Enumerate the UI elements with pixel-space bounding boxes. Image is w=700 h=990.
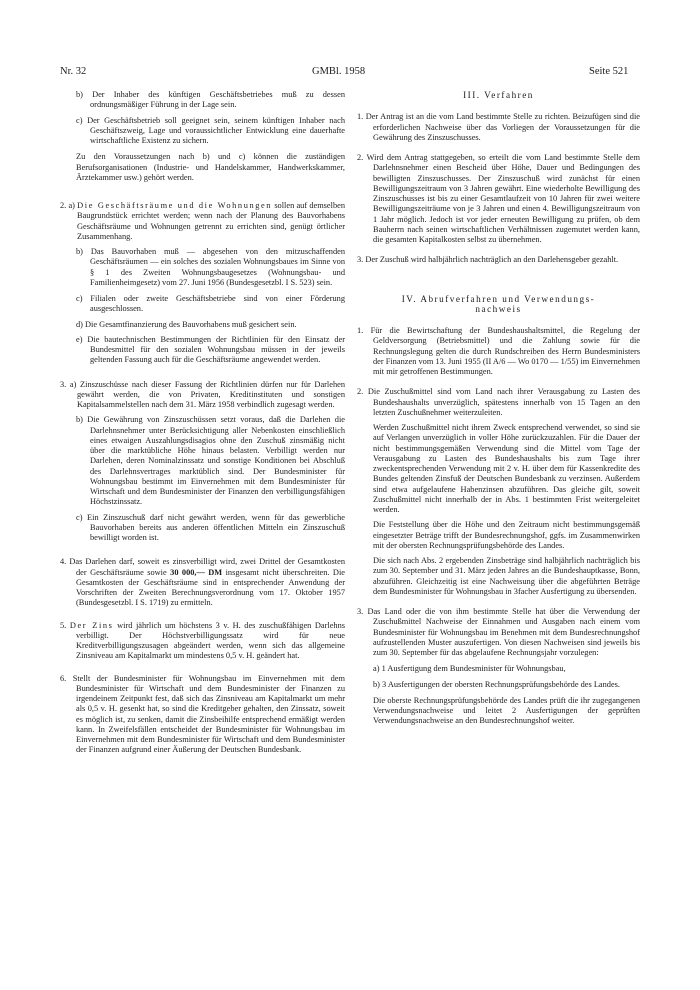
verfahren-item-1: 1. Der Antrag ist an die vom Land bestimmte Stelle zu richten. Beizufügen sind die erforderlichen Nachweise über das Vorliegen der Voraussetzungen für die Gewährung des Zinszuschusses.	[357, 112, 640, 142]
abruf-item-3a: a) 1 Ausfertigung dem Bundesminister für Wohnungsbau,	[373, 664, 566, 674]
verfahren-item-3: 3. Der Zuschuß wird halbjährlich nachträglich an den Darlehensgeber gezahlt.	[357, 255, 619, 265]
paragraph-1b: b) Der Inhaber des künftigen Geschäftsbetriebes muß zu dessen ordnungsmäßiger Führung in der Lage sein.	[76, 90, 345, 110]
paragraph-2a-number: 2. a)	[60, 201, 75, 210]
abruf-item-2-para-2: Werden Zuschußmittel nicht ihrem Zweck entsprechend verwendet, so sind sie auf Verlangen unverzüglich in voller Höhe zurückzuzahlen. Für die Dauer der nicht bestimmungsgemäßen Verwendung sind die Mittel vom Tage der Verausgabung zu Lasten des Bundeshaushalts bis zum Tage ihrer zweckentsprechenden Verwendung mit 2 v. H. über dem für Kassenkredite des Bundes geltenden Zinsfuß der Deutschen Bundesbank zu verzinsen. Außerdem sind etwa aufgelaufene Habenzinsen abzuführen. Das gleiche gilt, soweit Zuschußmittel nicht innerhalb der in Abs. 1 bestimmten Frist weitergeleitet werden.	[373, 423, 640, 514]
abruf-item-3-closing: Die oberste Rechnungsprüfungsbehörde des Landes prüft die ihr zugegangenen Verwendungsnachweise und leitet 2 Ausfertigungen der geprüften Verwendungsnachweise an den Bundesrechnungshof weiter.	[373, 695, 640, 726]
abruf-item-1: 1. Für die Bewirtschaftung der Bundeshaushaltsmittel, die Regelung der Geldversorgung (Betriebsmittel) und die Zahlung sowie für die Rechnungslegung gelten die durch Rundschreiben des Herrn Bundesministers der Finanzen vom 13. Juni 1955 (II A/6 — Wo 0170 — 1/55) im Einvernehmen mit mir getroffenen Bestimmungen.	[357, 326, 640, 376]
paragraph-2a-text: sollen auf demselben Baugrundstück errichtet werden; wenn nach der Planung des Bauvorhabens Geschäftsräume und Wohnungen getrennt zu errichten sind, genügt örtlicher Zusammenhang.	[77, 201, 345, 241]
section-heading-abrufverfahren: IV. Abrufverfahren und Verwendungs-	[401, 293, 596, 304]
paragraph-6: 6. Stellt der Bundesminister für Wohnungsbau im Einvernehmen mit dem Bundesminister für Wirtschaft und dem Bundesminister der Finanzen zu irgendeinem Zeitpunkt fest, daß sich das Zinsniveau am Kapitalmarkt um mehr als 0,5 v. H. gesenkt hat, so sind die Kreditgeber gehalten, den Zinssatz, soweit es möglich ist, zu senken, damit die Zinsbeihilfe entsprechend ermäßigt werden kann. In Zweifelsfällen entscheidet der Bundesminister für Wohnungsbau im Einvernehmen mit dem Bundesminister für Wirtschaft und dem Bundesminister der Finanzen aufgrund einer Äußerung der Deutschen Bundesbank.	[60, 673, 345, 755]
abruf-item-2-para-3: Die Feststellung über die Höhe und den Zeitraum nicht bestimmungsgemäß eingesetzter Beträge trifft der Bundesrechnungshof, ggfs. im Zusammenwirken mit der obersten Rechnungsprüfungsbehörde des Landes.	[373, 520, 640, 550]
paragraph-3a: 3. a) Zinszuschüsse nach dieser Fassung der Richtlinien dürfen nur für Darlehen gewährt werden, die von Privaten, Kreditinstituten und sonstigen Kapitalsammelstellen nach dem 31. März 1958 verbindlich zugesagt werden.	[60, 379, 345, 409]
issue-number: Nr. 32	[60, 66, 87, 77]
abruf-item-3b: b) 3 Ausfertigungen der obersten Rechnungsprüfungsbehörde des Landes.	[373, 679, 621, 689]
paragraph-1c: c) Der Geschäftsbetrieb soll geeignet sein, seinem künftigen Inhaber nach Geschäftszweig, Lage und voraussichtlicher Entwicklung eine dauerhafte wirtschaftliche Existenz zu sichern.	[76, 115, 345, 145]
left-column	[60, 90, 345, 756]
section-heading-verfahren: III. Verfahren	[463, 90, 534, 100]
verfahren-item-2: 2. Wird dem Antrag stattgegeben, so erteilt die vom Land bestimmte Stelle dem Darlehnsnehmer einen Bescheid über Höhe, Dauer und Bedingungen des bewilligten Zinszuschusses. Der Zinszuschuß wird zunächst für einen Bewilligungszeitraum von 3 Jahren gewährt. Eine wiederholte Bewilligung des Zinszuschusses ist bis zu einer Gesamtlaufzeit von 10 Jahren für zwei weitere Bewilligungszeiträume von je 3 Jahren und einen 4. Bewilligungszeitraum von 1 Jahr möglich. Jedoch ist vor jeder erneuten Bewilligung zu prüfen, ob dem Bauherrn nach seinen wirtschaftlichen Verhältnissen zugemutet werden kann, die gesamten Kapitalkosten selbst zu übernehmen.	[357, 153, 640, 244]
page-number: Seite 521	[589, 66, 629, 77]
abruf-item-3: 3. Das Land oder die von ihm bestimmte Stelle hat über die Verwendung der Zuschußmittel Nachweise der Einnahmen und Ausgaben nach einem vom Bundesminister für Wohnungsbau im Benehmen mit dem Bundesrechnungshof aufzustellenden Muster auszufertigen. Von diesen Nachweisen sind jeweils bis zum 30. September für das abgelaufene Rechnungsjahr vorzulegen:	[357, 607, 640, 657]
paragraph-2c: c) Filialen oder zweite Geschäftsbetriebe sind von einer Förderung ausgeschlossen.	[76, 294, 345, 314]
paragraph-3c: c) Ein Zinszuschuß darf nicht gewährt werden, wenn für das gewerbliche Bauvorhaben bereits aus anderen öffentlichen Mitteln ein Zinszuschuß bewilligt worden ist.	[76, 512, 345, 542]
paragraph-4	[60, 557, 345, 608]
right-column	[357, 90, 640, 727]
paragraph-5-number: 5.	[60, 620, 67, 630]
paragraph-2b: b) Das Bauvorhaben muß — abgesehen von den mitzuschaffenden Geschäftsräumen — ein solches des sozialen Wohnungsbaues im Sinne von § 1 des Zweiten Wohnungsbaugesetzes (Wohnungsbau- und Familienheimgesetz) vom 27. Juni 1956 (Bundesgesetzbl. I S. 523) sein.	[76, 247, 345, 287]
paragraph-4-amount: 30 000,— DM	[170, 567, 223, 577]
paragraph-2a-lead: Die Geschäftsräume und die Wohnungen	[77, 201, 273, 210]
paragraph-5-text: wird jährlich um höchstens 3 v. H. des zuschußfähigen Darlehns verbilligt. Der Höchstverbilligungssatz wird für neue Kreditverbilligungszusagen abgeändert werden, wenn sich das allgemeine Zinsniveau am Kapitalmarkt um mindestens 0,5 v. H. geändert hat.	[76, 620, 345, 661]
paragraph-4-text-b: insgesamt nicht überschreiten. Die Gesamtkosten der Geschäftsräume sind in entsprechender Anwendung der Vorschriften der Zweiten Berechnungsverordnung vom 17. Oktober 1957 (Bundesgesetzbl. I S. 1719) zu ermitteln.	[76, 567, 345, 608]
paragraph-1-note: Zu den Voraussetzungen nach b) und c) können die zuständigen Berufsorganisationen (Industrie- und Handelskammer, Handwerkskammer, Ärztekammer usw.) gehört werden.	[76, 152, 345, 182]
paragraph-3b: b) Die Gewährung von Zinszuschüssen setzt voraus, daß die Darlehen die Darlehnsnehmer unter Berücksichtigung aller Nebenkosten einschließlich eines etwaigen Auszahlungsdisagios ohne den Zuschuß zinsmäßig nicht über die marktübliche Höhe hinaus belasten. Verbilligt werden nur Darlehen, deren Nominalzinssatz und sonstige Konditionen bei Abschluß des Darlehnsvertrages marktüblich sind. Der Bundesminister für Wohnungsbau bestimmt im Einvernehmen mit dem Bundesminister für Wirtschaft und dem Bundesminister der Finanzen den verbilligungsfähigen Höchstzinssatz.	[76, 415, 345, 507]
paragraph-4-text-a: 4. Das Darlehen darf, soweit es zinsverbilligt wird, zwei Drittel der Gesamtkosten der Geschäftsräume sowie	[60, 557, 345, 577]
journal-title: GMBl. 1958	[312, 66, 366, 77]
paragraph-5-lead: Der Zins	[69, 620, 114, 630]
paragraph-2d: d) Die Gesamtfinanzierung des Bauvorhabens muß gesichert sein.	[76, 319, 297, 329]
abruf-item-2: 2. Die Zuschußmittel sind vom Land nach ihrer Verausgabung zu Lasten des Bundeshaushalts unverzüglich, spätestens innerhalb von 15 Tagen an den letzten Zuschußnehmer weiterzuleiten.	[357, 387, 640, 417]
paragraph-2a	[60, 201, 345, 242]
abruf-item-2-para-4: Die sich nach Abs. 2 ergebenden Zinsbeträge sind halbjährlich nachträglich bis zum 30. September und 31. März jeden Jahres an die Bundeshauptkasse, Bonn, abzuführen. Gleichzeitig ist eine Nachweisung über die abgeführten Beträge dem Bundesminister für Wohnungsbau in 3facher Ausfertigung zu übersenden.	[373, 556, 640, 596]
section-heading-abrufverfahren-cont: nachweis	[475, 303, 522, 314]
paragraph-2e: e) Die bautechnischen Bestimmungen der Richtlinien für den Einsatz der Bundesmittel für den sozialen Wohnungsbau müssen in der jeweils geltenden Fassung auch für die Geschäftsräume angewendet werden.	[76, 334, 345, 365]
paragraph-5	[60, 621, 345, 662]
